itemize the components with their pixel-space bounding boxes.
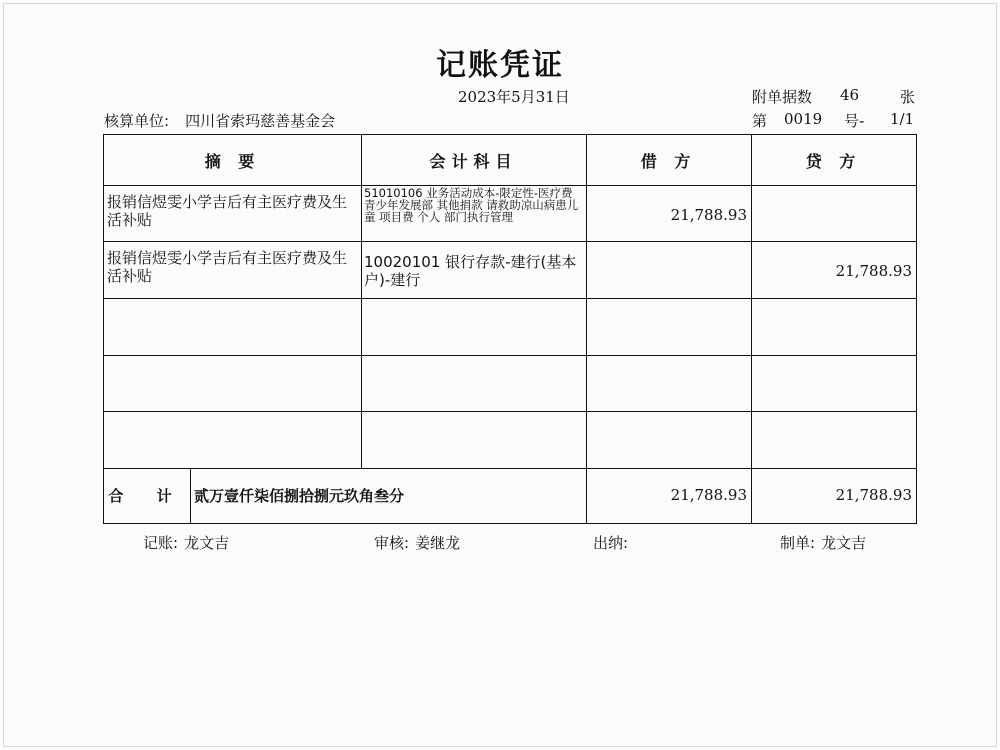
attachments-info xyxy=(752,86,916,107)
total-amount-in-words: 贰万壹仟柒佰捌拾捌元玖角叁分 xyxy=(194,487,405,505)
row-divider xyxy=(104,298,916,299)
voucher-table xyxy=(103,134,917,524)
bookkeeper-label: 记账: xyxy=(143,534,179,552)
entry-2-account: 10020101 银行存款-建行(基本户)-建行 xyxy=(364,253,577,289)
attachments-label: 附单据数 xyxy=(752,88,813,106)
preparer-name: 龙文吉 xyxy=(821,534,867,552)
total-debit: 21,788.93 xyxy=(670,486,747,504)
voucher-number-prefix: 第 xyxy=(752,112,768,130)
accounting-unit xyxy=(104,110,335,131)
col-divider xyxy=(586,135,587,523)
cashier-label: 出纳: xyxy=(593,534,629,552)
reviewer-name: 姜继龙 xyxy=(415,534,461,552)
voucher-page: 1/1 xyxy=(890,110,915,128)
row-divider xyxy=(104,355,916,356)
reviewer-signature xyxy=(374,532,460,553)
entry-1-account: 51010106 业务活动成本-限定性-医疗费 青少年发展部 其他捐款 请救助凉山病患儿童 项目费 个人 部门执行管理 xyxy=(364,186,579,224)
entry-1-debit: 21,788.93 xyxy=(670,206,747,224)
voucher-date: 2023年5月31日 xyxy=(458,88,570,106)
attachments-unit: 张 xyxy=(900,88,916,106)
voucher-number-value: 0019 xyxy=(784,110,823,128)
accounting-unit-label: 核算单位: xyxy=(104,112,170,130)
reviewer-label: 审核: xyxy=(374,534,410,552)
accounting-unit-name: 四川省索玛慈善基金会 xyxy=(185,112,336,130)
row-divider xyxy=(104,411,916,412)
col-divider xyxy=(751,135,752,523)
bookkeeper-signature xyxy=(143,532,229,553)
header-credit: 贷 方 xyxy=(805,151,862,171)
header-summary: 摘 要 xyxy=(204,151,261,171)
entry-1-summary: 报销信煜雯小学吉后有主医疗费及生活补贴 xyxy=(107,193,348,229)
cashier-signature xyxy=(593,532,634,553)
total-label: 合 计 xyxy=(108,487,186,505)
preparer-label: 制单: xyxy=(780,534,816,552)
voucher-title: 记账凭证 xyxy=(436,48,564,83)
preparer-signature xyxy=(780,532,866,553)
header-debit: 借 方 xyxy=(640,151,697,171)
header-account: 会计科目 xyxy=(429,151,518,171)
bookkeeper-name: 龙文吉 xyxy=(184,534,230,552)
attachments-count: 46 xyxy=(840,86,860,104)
entry-2-summary: 报销信煜雯小学吉后有主医疗费及生活补贴 xyxy=(107,249,348,285)
entry-2-credit: 21,788.93 xyxy=(835,262,912,280)
voucher-number-suffix: 号- xyxy=(844,112,865,130)
total-credit: 21,788.93 xyxy=(835,486,912,504)
